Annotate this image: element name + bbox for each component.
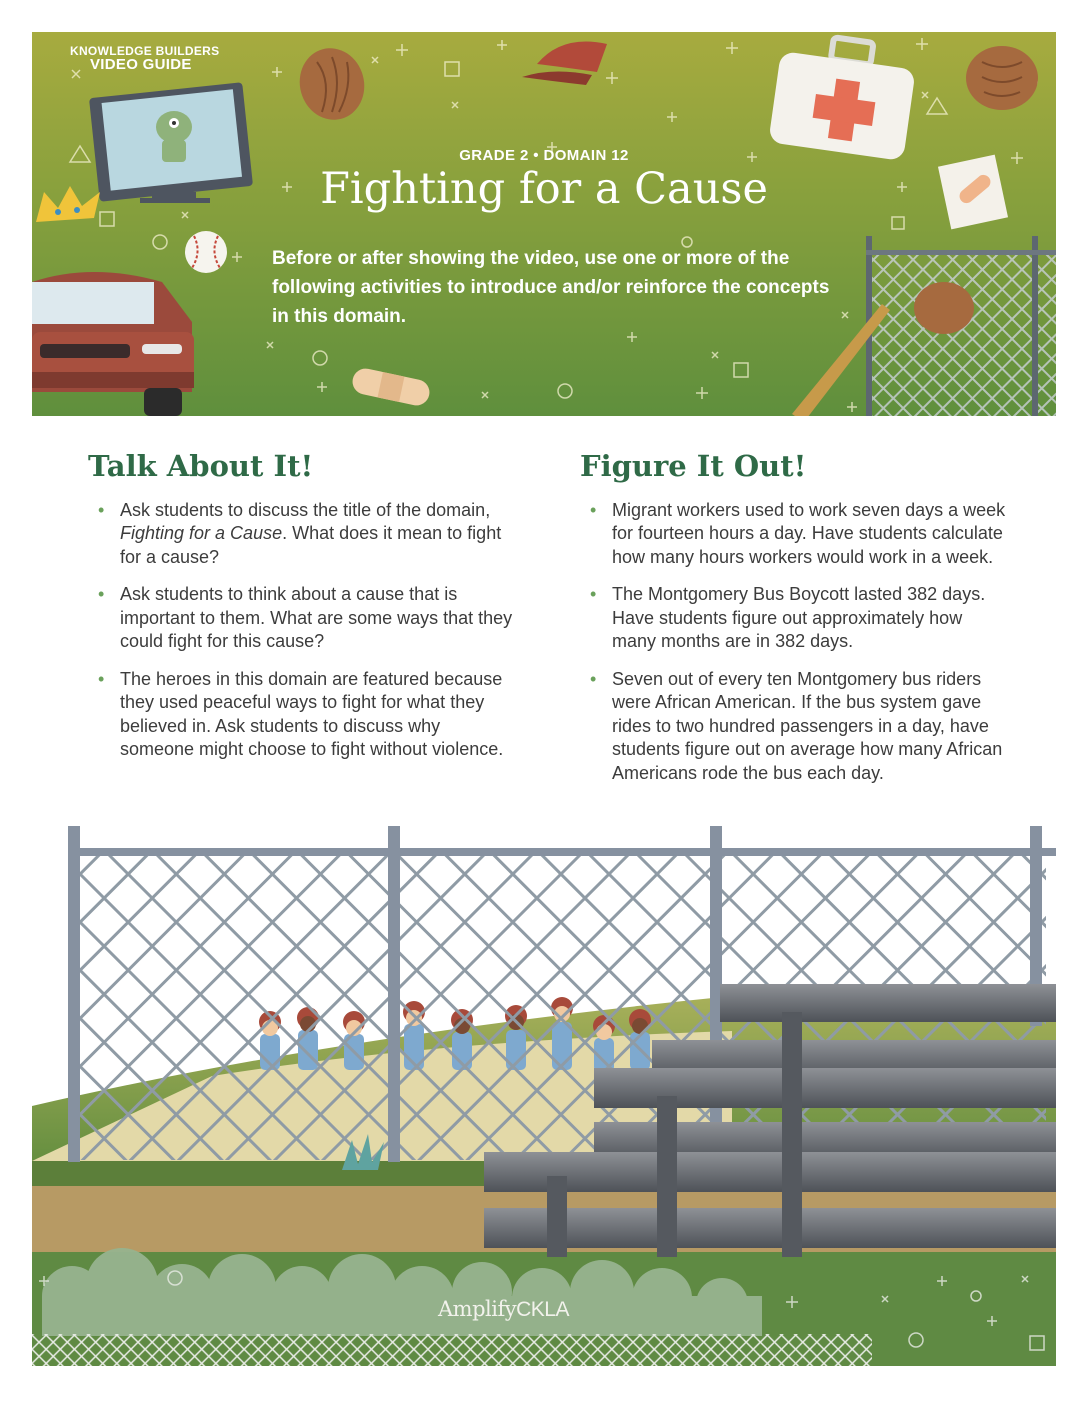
list-item: • Ask students to think about a cause that is important to them. What are some ways that they could fight for this cause? xyxy=(120,583,518,654)
header-illustration xyxy=(32,32,1056,416)
talk-item1-pre: Ask students to discuss the title of the domain, xyxy=(120,499,491,520)
amplify-ckla-logo xyxy=(438,1297,569,1322)
talk-about-it-section xyxy=(88,449,518,776)
logo-ckla: CKLA xyxy=(516,1298,569,1321)
fence-post xyxy=(68,826,80,1162)
talk-item1-post: . What does it mean to fight for a cause? xyxy=(120,523,502,567)
low-fence xyxy=(32,1334,872,1366)
page-title: Fighting for a Cause xyxy=(320,164,768,214)
fence-scene xyxy=(32,826,1056,1366)
cap-icon xyxy=(522,42,607,86)
first-aid-kit-icon xyxy=(768,37,915,161)
baseball-icon xyxy=(185,231,227,273)
fence-top-rail xyxy=(74,848,1056,856)
series-label xyxy=(70,44,219,72)
figure-heading: Figure It Out! xyxy=(580,449,807,483)
list-item: • The Montgomery Bus Boycott lasted 382 days. Have students figure out approximately how many months are in 382 days. xyxy=(612,583,1010,654)
kicker-line1: KNOWLEDGE BUILDERS xyxy=(70,44,220,58)
talk-heading: Talk About It! xyxy=(88,449,314,483)
list-item: • Seven out of every ten Montgomery bus riders were African American. If the bus system gave rides to two hundred passengers in a day, have students figure out on average how many African Americans rode the bus each day. xyxy=(612,668,1010,786)
list-item: • The heroes in this domain are featured because they used peaceful ways to fight for what they believed in. Ask students to discuss why someone might choose to fight without violence. xyxy=(120,668,518,762)
bandage-icon xyxy=(350,366,432,408)
ballfield-illustration xyxy=(32,826,1056,1366)
header-banner xyxy=(32,32,1056,416)
kicker-line2: VIDEO GUIDE xyxy=(90,56,192,73)
intro-text: Before or after showing the video, use one or more of the following activities to introduce and/or reinforce the concepts in this domain. xyxy=(272,248,830,327)
grade-domain-label: GRADE 2 • DOMAIN 12 xyxy=(459,147,629,164)
figure-it-out-section xyxy=(580,449,1010,799)
talk-list xyxy=(88,499,518,762)
car-icon xyxy=(32,272,194,416)
list-item xyxy=(120,499,518,570)
talk-item1-italic: Fighting for a Cause xyxy=(120,523,283,543)
logo-amplify: Amplify xyxy=(438,1297,517,1321)
figure-list xyxy=(580,499,1010,786)
fence-post xyxy=(388,826,400,1162)
list-item: • Migrant workers used to work seven days a week for fourteen hours a day. Have students calculate how many hours workers would work in a week. xyxy=(612,499,1010,570)
